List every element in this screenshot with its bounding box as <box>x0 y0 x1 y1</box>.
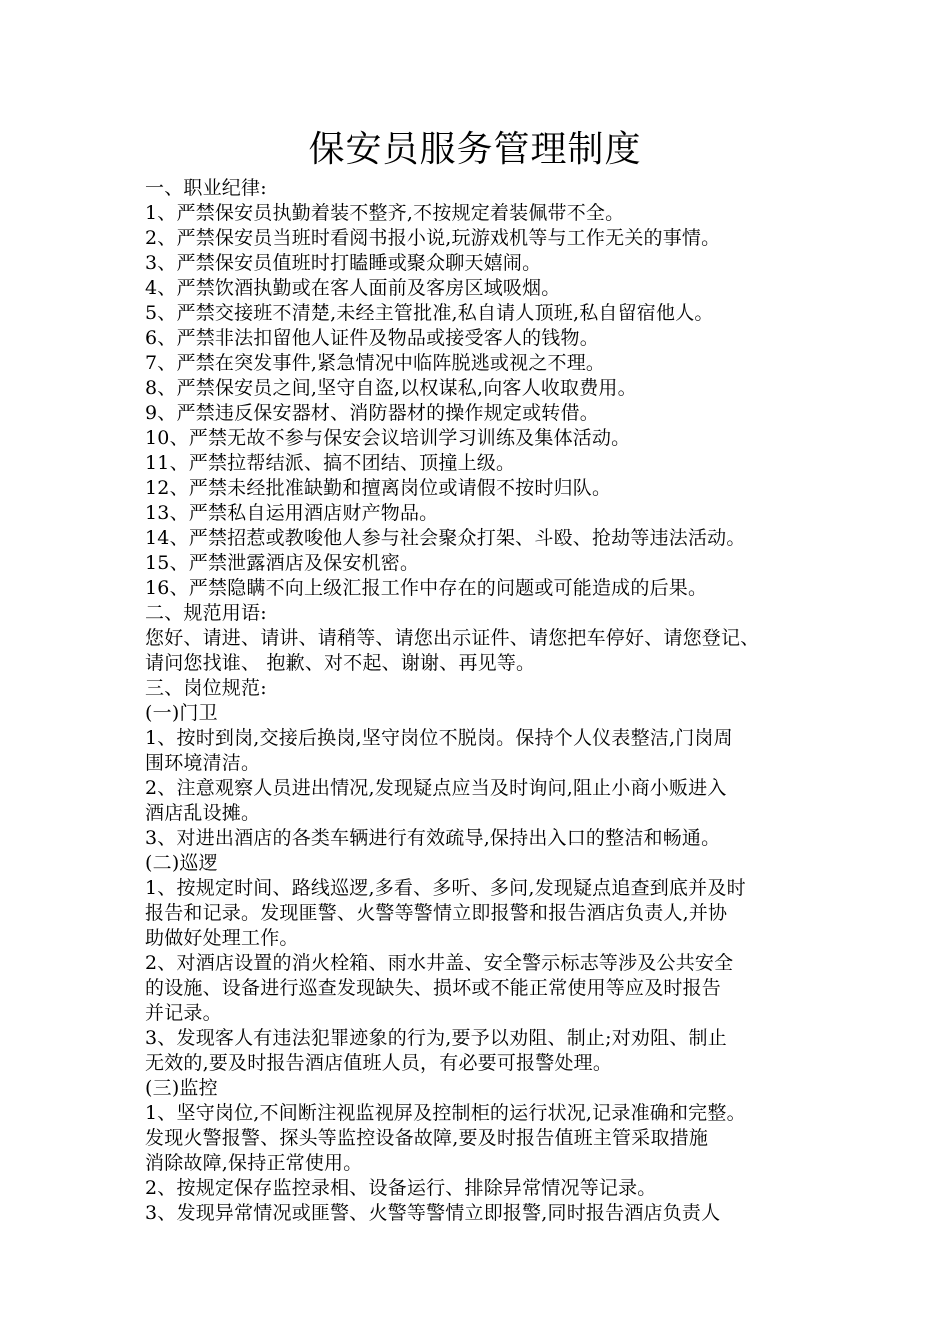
text-line: 发现火警报警、探头等监控设备故障,要及时报告值班主管采取措施 <box>145 1127 709 1149</box>
text-line: 4、严禁饮酒执勤或在客人面前及客房区域吸烟。 <box>145 277 561 299</box>
text-line: 11、严禁拉帮结派、搞不团结、顶撞上级。 <box>145 452 516 474</box>
text-line: 2、按规定保存监控录相、设备运行、排除异常情况等记录。 <box>145 1177 657 1199</box>
text-line: 5、严禁交接班不清楚,未经主管批准,私自请人顶班,私自留宿他人。 <box>145 302 714 324</box>
text-line: 1、严禁保安员执勤着装不整齐,不按规定着装佩带不全。 <box>145 202 625 224</box>
text-line: (三)监控 <box>145 1077 218 1099</box>
document-body <box>145 176 825 1226</box>
text-line: 15、严禁泄露酒店及保安机密。 <box>145 552 420 574</box>
text-line: 3、对进出酒店的各类车辆进行有效疏导,保持出入口的整洁和畅通。 <box>145 827 721 849</box>
text-line: 的设施、设备进行巡查发现缺失、损坏或不能正常使用等应及时报告 <box>145 977 722 999</box>
text-line: 3、严禁保安员值班时打瞌睡或聚众聊天嬉闹。 <box>145 252 542 274</box>
text-line: 1、按规定时间、路线巡逻,多看、多听、多问,发现疑点追查到底并及时 <box>145 877 746 899</box>
text-line: 16、严禁隐瞒不向上级汇报工作中存在的问题或可能造成的后果。 <box>145 577 708 599</box>
text-line: 您好、请进、请讲、请稍等、请您出示证件、请您把车停好、请您登记、 <box>145 627 760 649</box>
text-line: 7、严禁在突发事件,紧急情况中临阵脱逃或视之不理。 <box>145 352 606 374</box>
text-line: (一)门卫 <box>145 702 218 724</box>
text-line: 2、严禁保安员当班时看阅书报小说,玩游戏机等与工作无关的事情。 <box>145 227 721 249</box>
text-line: 三、岗位规范: <box>145 677 267 699</box>
document-title: 保安员服务管理制度 <box>308 129 642 170</box>
text-line: 并记录。 <box>145 1002 222 1024</box>
text-line: 无效的,要及时报告酒店值班人员，有必要可报警处理。 <box>145 1052 613 1074</box>
text-line: 9、严禁违反保安器材、消防器材的操作规定或转借。 <box>145 402 599 424</box>
text-line: 二、规范用语: <box>145 602 267 624</box>
text-line: 8、严禁保安员之间,坚守自盗,以权谋私,向客人收取费用。 <box>145 377 637 399</box>
text-line: (二)巡逻 <box>145 852 218 874</box>
text-line: 3、发现异常情况或匪警、火警等警情立即报警,同时报告酒店负责人 <box>145 1202 721 1224</box>
text-line: 2、对酒店设置的消火栓箱、雨水井盖、安全警示标志等涉及公共安全 <box>145 952 734 974</box>
text-line: 2、注意观察人员进出情况,发现疑点应当及时询问,阻止小商小贩进入 <box>145 777 727 799</box>
text-line: 一、职业纪律: <box>145 177 267 199</box>
text-line: 请问您找谁、 抱歉、对不起、谢谢、再见等。 <box>145 652 536 674</box>
text-line: 3、发现客人有违法犯罪迹象的行为,要予以劝阻、制止;对劝阻、制止 <box>145 1027 727 1049</box>
text-line: 6、严禁非法扣留他人证件及物品或接受客人的钱物。 <box>145 327 599 349</box>
text-line: 1、坚守岗位,不间断注视监视屏及控制柜的运行状况,记录准确和完整。 <box>145 1102 746 1124</box>
text-line: 酒店乱设摊。 <box>145 802 261 824</box>
text-line: 14、严禁招惹或教唆他人参与社会聚众打架、斗殴、抢劫等违法活动。 <box>145 527 746 549</box>
text-line: 1、按时到岗,交接后换岗,坚守岗位不脱岗。保持个人仪表整洁,门岗周 <box>145 727 733 749</box>
text-line: 12、严禁未经批准缺勤和擅离岗位或请假不按时归队。 <box>145 477 612 499</box>
text-line: 10、严禁无故不参与保安会议培训学习训练及集体活动。 <box>145 427 631 449</box>
text-line: 围环境清洁。 <box>145 752 261 774</box>
text-line: 助做好处理工作。 <box>145 927 299 949</box>
text-line: 消除故障,保持正常使用。 <box>145 1152 363 1174</box>
text-line: 报告和记录。发现匪警、火警等警情立即报警和报告酒店负责人,并协 <box>145 902 728 924</box>
text-line: 13、严禁私自运用酒店财产物品。 <box>145 502 439 524</box>
